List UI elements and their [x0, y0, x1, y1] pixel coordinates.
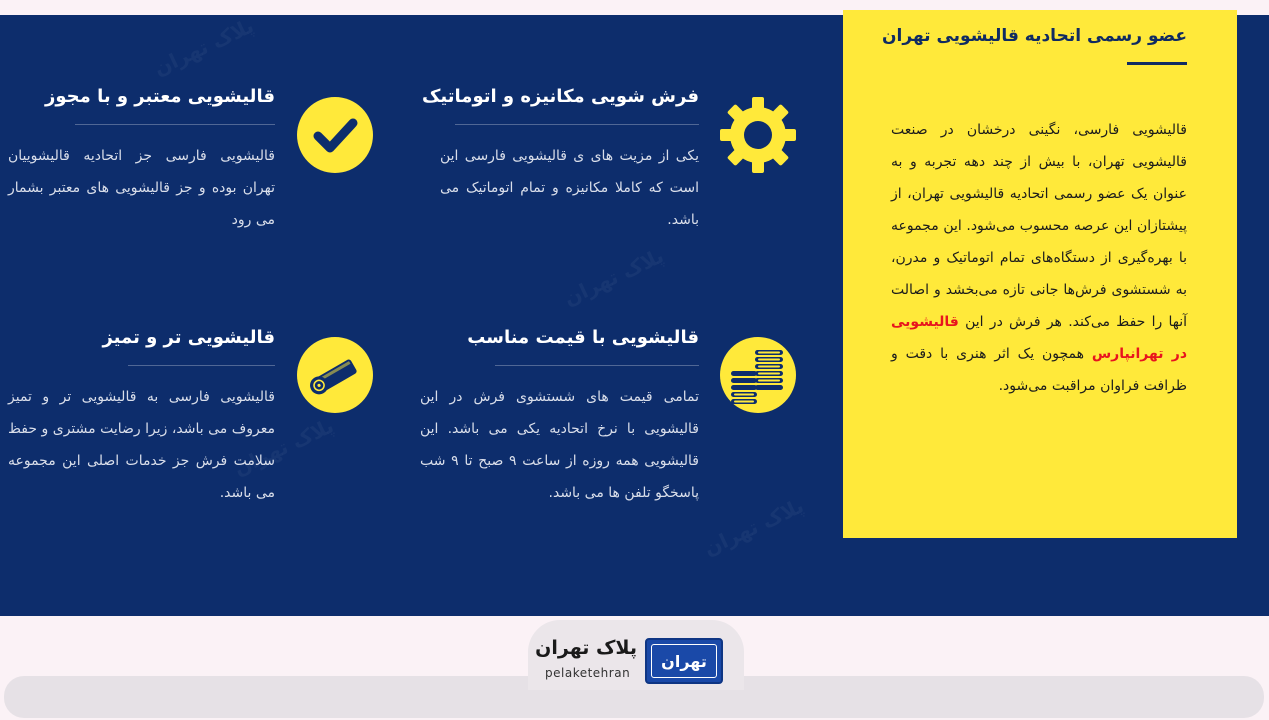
- feature-divider: [455, 124, 699, 125]
- watermark: [700, 493, 807, 560]
- feature-desc-licensed: قالیشویی فارسی جز اتحادیه قالیشوییان تهران بوده و جز قالیشویی های معتبر بشمار می رود: [8, 148, 275, 228]
- card-body-text-end: همچون یک اثر هنری با دقت و ظرافت فراوان مراقبت می‌شود.: [891, 346, 1187, 394]
- feature-title-price: قالیشویی با قیمت مناسب: [467, 327, 699, 348]
- license-plate-logo-icon[interactable]: [645, 638, 723, 684]
- watermark: [150, 13, 257, 80]
- feature-title-licensed: قالیشویی معتبر و با مجوز: [45, 86, 275, 107]
- logo-latin-name[interactable]: pelaketehran: [545, 666, 631, 680]
- card-body: [891, 114, 1187, 402]
- union-member-card: [843, 10, 1237, 538]
- rolled-carpet-icon: [296, 336, 374, 414]
- feature-title-clean: قالیشویی تر و تمیز: [102, 327, 275, 348]
- plate-text: تهران: [651, 644, 717, 678]
- feature-divider: [75, 124, 275, 125]
- watermark: [560, 243, 667, 310]
- card-title-underline: [1127, 62, 1187, 65]
- logo-name[interactable]: پلاک تهران: [535, 637, 637, 659]
- feature-divider: [495, 365, 699, 366]
- feature-desc-clean: قالیشویی فارسی به قالیشویی تر و تمیز معروف می باشد، زیرا رضایت مشتری و حفظ سلامت فرش جز خدمات اصلی این مجموعه می باشد.: [8, 389, 275, 501]
- checkmark-icon: [296, 96, 374, 174]
- gear-icon: [719, 96, 797, 174]
- feature-divider: [128, 365, 275, 366]
- coins-icon: [719, 336, 797, 414]
- card-title: عضو رسمی اتحادیه قالیشویی تهران: [882, 26, 1187, 46]
- feature-desc-price: تمامی قیمت های شستشوی فرش در این قالیشویی با نرخ اتحادیه یکی می باشد. این قالیشویی همه روزه از ساعت ۹ صبح تا ۹ شب پاسخگو تلفن ها می باشد.: [420, 389, 699, 501]
- feature-title-mechanized: فرش شویی مکانیزه و اتوماتیک: [422, 86, 699, 107]
- tehranpars-link[interactable]: قالیشویی در تهرانپارس: [891, 314, 1187, 362]
- feature-desc-mechanized: یکی از مزیت های ی قالیشویی فارسی این است که کاملا مکانیزه و تمام اتوماتیک می باشد.: [440, 148, 699, 228]
- card-body-text: قالیشویی فارسی، نگینی درخشان در صنعت قالیشویی تهران، با بیش از چند دهه تجربه و به عنوان یک عضو رسمی اتحادیه قالیشویی تهران، از پیشتازان این عرصه محسوب می‌شود. این مجموعه با بهره‌گیری از دستگاه‌های تمام اتوماتیک و مدرن، به شستشوی فرش‌ها جانی تازه می‌بخشد و اصالت آنها را حفظ می‌کند. هر فرش در این: [891, 122, 1187, 330]
